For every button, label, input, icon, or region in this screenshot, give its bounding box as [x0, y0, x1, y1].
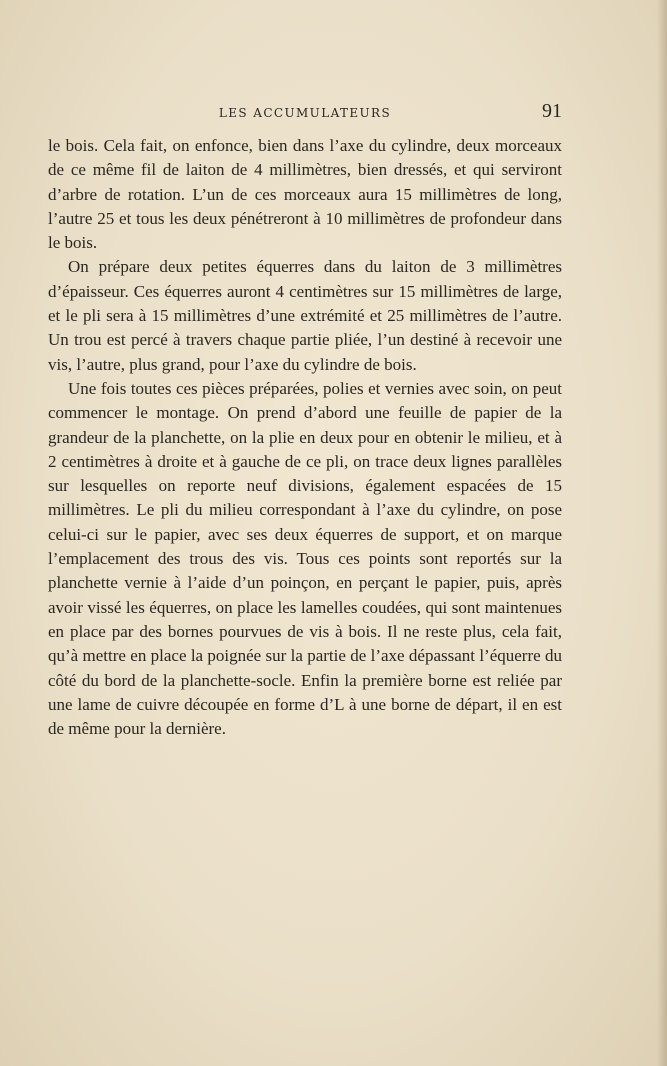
paragraph-equerres: On prépare deux petites équerres dans du laiton de 3 millimètres d’épaisseur. Ces équerres auront 4 centimètres sur 15 millimètres de large, et le pli sera à 15 millimètres d’une extrémité et 25 millimètres de l’autre. Un trou est percé à travers chaque partie pliée, l’un destiné à recevoir une vis, l’autre, plus grand, pour l’axe du cylindre de bois. [48, 257, 562, 374]
page-header [48, 100, 562, 124]
running-title: LES ACCUMULATEURS [218, 106, 392, 120]
paragraph-montage: Une fois toutes ces pièces préparées, polies et vernies avec soin, on peut commencer le montage. On prend d’abord une feuille de papier de la grandeur de la planchette, on la plie en deux pour en obtenir le milieu, et à 2 centimètres à droite et à gauche de ce pli, on trace deux lignes parallèles sur lesquelles on reporte neuf divisions, également espacées de 15 millimètres. Le pli du milieu correspondant à l’axe du cylindre, on pose celui-ci sur le papier, avec ses deux équerres de support, et on marque l’emplacement des trous des vis. Tous ces points sont reportés sur la planchette vernie à l’aide d’un poinçon, en perçant le papier, puis, après avoir vissé les équerres, on place les lamelles coudées, qui sont maintenues en place par des bornes pourvues de vis à bois. Il ne reste plus, cela fait, qu’à mettre en place la poignée sur la partie de l’axe dépassant l’équerre du côté du bord de la planchette-socle. Enfin la première borne est reliée par une lame de cuivre découpée en forme d’L à une borne de départ, il en est de même pour la dernière. [48, 378, 562, 739]
body-text [48, 134, 562, 741]
page-number: 91 [542, 100, 562, 122]
paragraph-continued: le bois. Cela fait, on enfonce, bien dans l’axe du cylindre, deux morceaux de ce même fil de laiton de 4 millimètres, bien dressés, et qui serviront d’arbre de rotation. L’un de ces morceaux aura 15 millimètres de long, l’autre 25 et tous les deux pénétreront à 10 millimètres de profondeur dans le bois. [48, 136, 562, 253]
